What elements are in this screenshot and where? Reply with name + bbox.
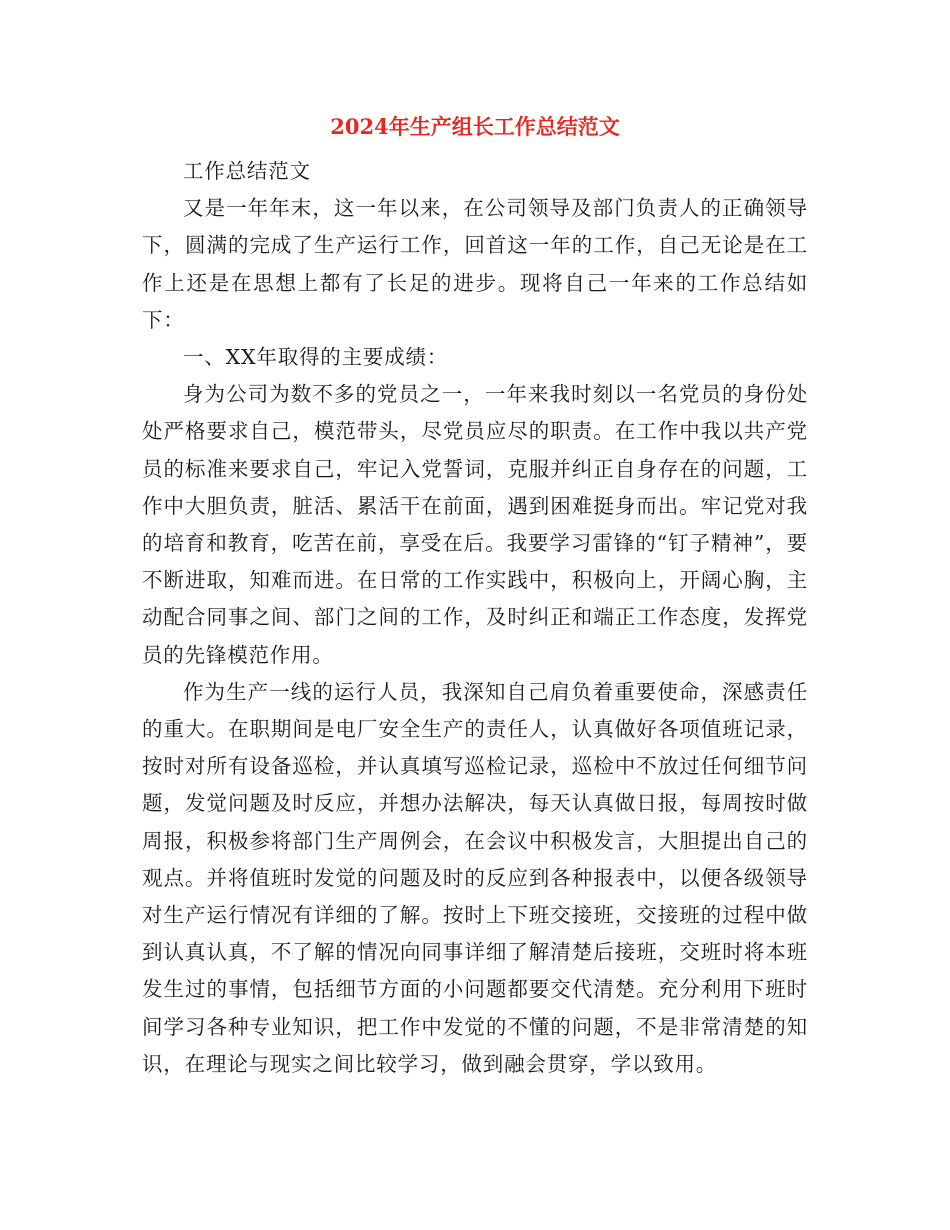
paragraph-intro: 又是一年年末，这一年以来，在公司领导及部门负责人的正确领导下，圆满的完成了生产运行工作，回首这一年的工作，自己无论是在工作上还是在思想上都有了长足的进步。现将自己一年来的工作总结如下： xyxy=(142,196,808,332)
paragraph-heading: 工作总结范文 xyxy=(183,159,311,183)
document-body xyxy=(142,153,808,1083)
paragraph-operations: 作为生产一线的运行人员，我深知自己肩负着重要使命，深感责任的重大。在职期间是电厂安全生产的责任人，认真做好各项值班记录，按时对所有设备巡检，并认真填写巡检记录，巡检中不放过任何细节问题，发觉问题及时反应，并想办法解决，每天认真做日报，每周按时做周报，积极参将部门生产周例会，在会议中积极发言，大胆提出自己的观点。并将值班时发觉的问题及时的反应到各种报表中，以便各级领导对生产运行情况有详细的了解。按时上下班交接班，交接班的过程中做到认真认真，不了解的情况向同事详细了解清楚后接班，交班时将本班发生过的事情，包括细节方面的小问题都要交代清楚。充分利用下班时间学习各种专业知识，把工作中发觉的不懂的问题，不是非常清楚的知识，在理论与现实之间比较学习，做到融会贯穿，学以致用。 xyxy=(142,679,808,1076)
paragraph-party-member: 身为公司为数不多的党员之一，一年来我时刻以一名党员的身份处处严格要求自己，模范带头，尽党员应尽的职责。在工作中我以共产党员的标准来要求自己，牢记入党誓词，克服并纠正自身存在的问题，工作中大胆负责，脏活、累活干在前面，遇到困难挺身而出。牢记党对我的培育和教育，吃苦在前，享受在后。我要学习雷锋的“钉子精神”，要不断进取，知难而进。在日常的工作实践中，积极向上，开阔心胸，主动配合同事之间、部门之间的工作，及时纠正和端正工作态度，发挥党员的先锋模范作用。 xyxy=(142,382,808,667)
document-title: 2024年生产组长工作总结范文 xyxy=(330,114,620,139)
section-heading: 一、XX年取得的主要成绩： xyxy=(183,345,449,370)
